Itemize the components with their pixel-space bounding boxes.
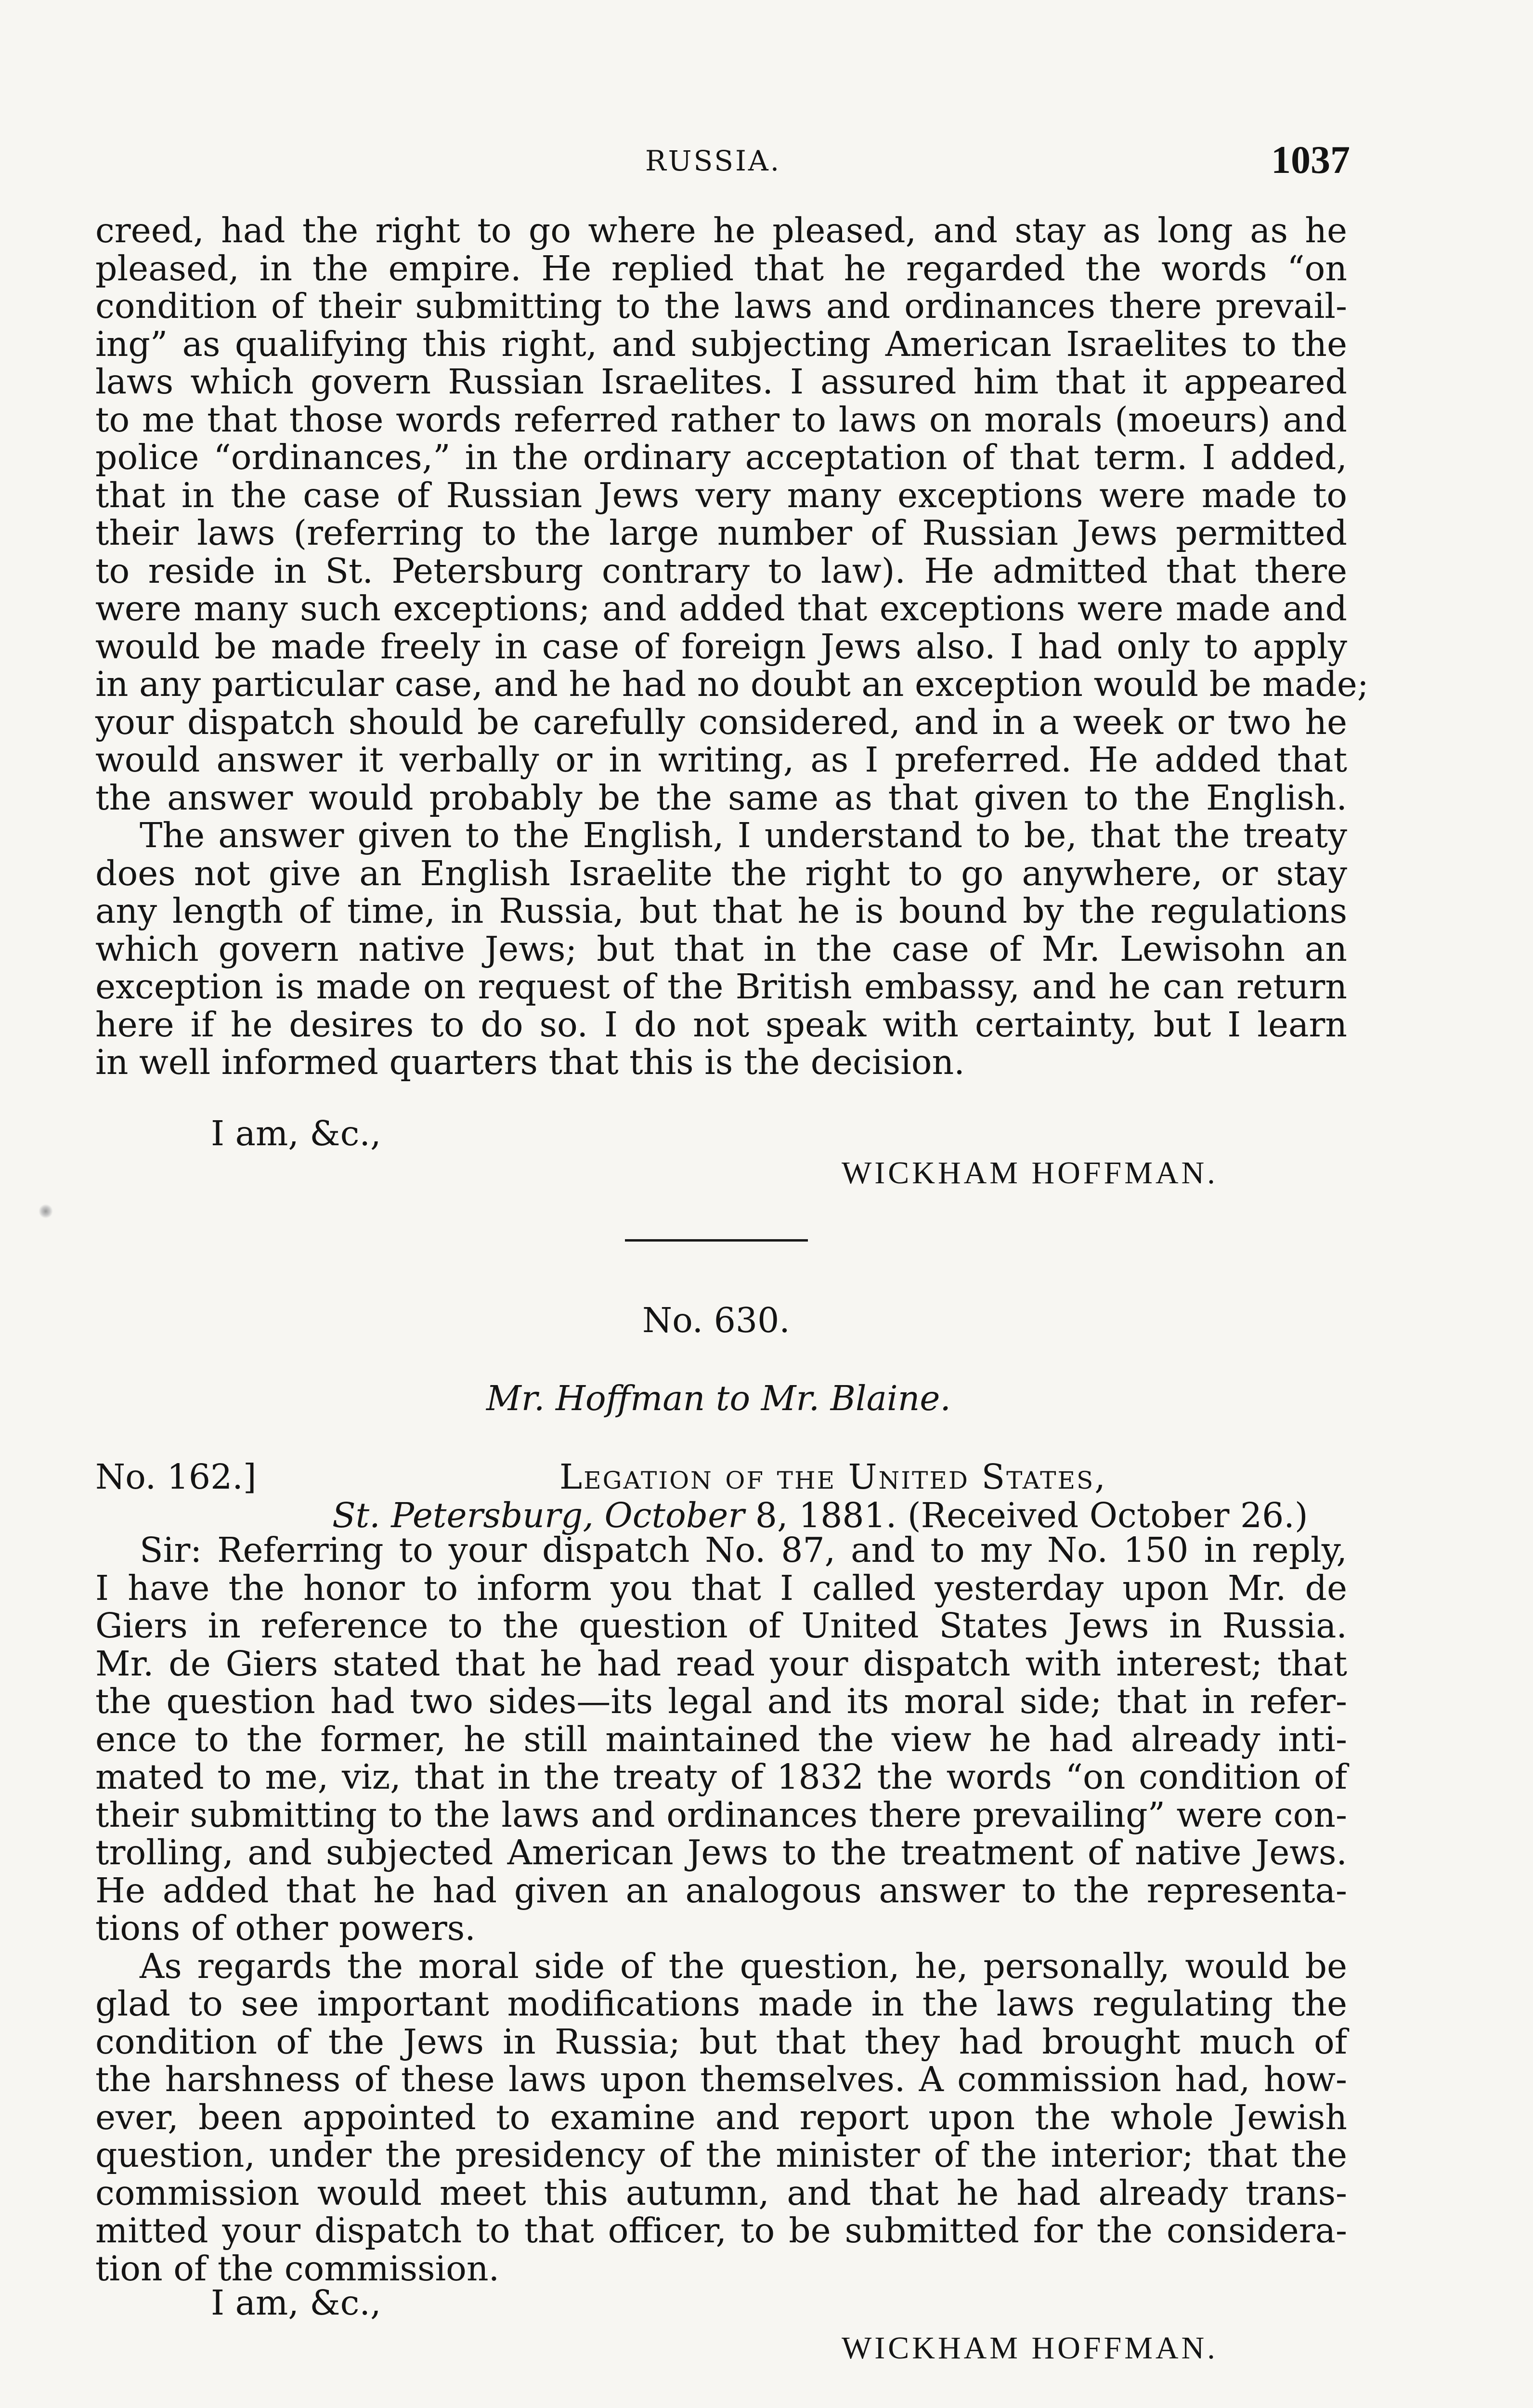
document-subtitle: Mr. Hoffman to Mr. Blaine. (486, 1378, 951, 1418)
text-line: tion of the commission. (95, 2248, 500, 2289)
text-line: ever, been appointed to examine and report upon the whole Jewish (95, 2097, 1347, 2137)
text-line: He added that he had given an analogous answer to the representa- (95, 1870, 1347, 1911)
closing-salutation: I am, &c., (211, 1113, 381, 1153)
text-line: their laws (referring to the large number of Russian Jews permitted (95, 513, 1347, 553)
text-line: Giers in reference to the question of United States Jews in Russia. (95, 1606, 1347, 1646)
text-line: trolling, and subjected American Jews to the treatment of native Jews. (95, 1832, 1347, 1872)
text-line: would be made freely in case of foreign Jews also. I had only to apply (95, 626, 1347, 667)
text-line: to reside in St. Petersburg contrary to law). He admitted that there (95, 550, 1347, 591)
document-number: No. 630. (642, 1300, 790, 1340)
text-line: would answer it verbally or in writing, as I preferred. He added that (95, 740, 1347, 780)
text-line: creed, had the right to go where he pleased, and stay as long as he (95, 210, 1347, 250)
text-line: ing” as qualifying this right, and subjecting American Israelites to the (95, 324, 1347, 364)
text-line: condition of their submitting to the laws and ordinances there prevail- (95, 286, 1347, 326)
text-line: to me that those words referred rather to laws on morals (moeurs) and (95, 399, 1347, 440)
received-date: (Received October 26.) (907, 1495, 1308, 1535)
closing-salutation: I am, &c., (211, 2283, 381, 2323)
text-line: pleased, in the empire. He replied that he regarded the words “on (95, 248, 1347, 288)
text-line: condition of the Jews in Russia; but that they had brought much of (95, 2021, 1347, 2062)
date-rest: 8, 1881. (744, 1495, 897, 1535)
text-line: does not give an English Israelite the right to go anywhere, or stay (95, 853, 1347, 893)
text-line: The answer given to the English, I understand to be, that the treaty (140, 815, 1347, 855)
text-line: glad to see important modifications made in the laws regulating the (95, 1984, 1347, 2024)
text-line: here if he desires to do so. I do not speak with certainty, but I learn (95, 1004, 1347, 1045)
text-line: were many such exceptions; and added that exceptions were made and (95, 589, 1347, 628)
text-line: exception is made on request of the British embassy, and he can return (95, 967, 1347, 1007)
section-divider (625, 1239, 808, 1242)
text-line: the question had two sides—its legal and its moral side; that in refer- (95, 1681, 1347, 1721)
text-line: commission would meet this autumn, and that he had already trans- (95, 2172, 1347, 2213)
text-line: As regards the moral side of the question, he, personally, would be (140, 1946, 1347, 1986)
signature: WICKHAM HOFFMAN. (842, 1155, 1218, 1191)
text-line: laws which govern Russian Israelites. I assured him that it appeared (95, 362, 1347, 402)
text-line: mitted your dispatch to that officer, to be submitted for the considera- (95, 2211, 1347, 2251)
text-line: the harshness of these laws upon themselves. A commission had, how- (95, 2059, 1347, 2099)
legation-heading: Legation of the United States, (559, 1457, 1107, 1497)
text-line: Sir: Referring to your dispatch No. 87, and to my No. 150 in reply, (140, 1530, 1347, 1570)
text-line: tions of other powers. (95, 1908, 476, 1948)
text-line: police “ordinances,” in the ordinary acceptation of that term. I added, (95, 437, 1347, 477)
signature: WICKHAM HOFFMAN. (842, 2330, 1218, 2366)
letter-630-body (95, 1531, 1347, 2288)
text-line: which govern native Jews; but that in the case of Mr. Lewisohn an (95, 929, 1347, 969)
place-date-line (332, 1495, 1308, 1535)
text-line: Mr. de Giers stated that he had read your dispatch with interest; that (95, 1643, 1347, 1684)
place-date: St. Petersburg, October (332, 1495, 745, 1535)
text-line: any length of time, in Russia, but that he is bound by the regulations (95, 891, 1347, 931)
text-line: ence to the former, he still maintained the view he had already inti- (95, 1719, 1347, 1759)
text-line: the answer would probably be the same as that given to the English. (95, 777, 1347, 818)
text-line: your dispatch should be carefully considered, and in a week or two he (95, 702, 1347, 742)
text-line: question, under the presidency of the minister of the interior; that the (95, 2135, 1347, 2175)
page-number: 1037 (1271, 138, 1350, 182)
text-line: I have the honor to inform you that I called yesterday upon Mr. de (95, 1568, 1347, 1608)
text-line: in any particular case, and he had no doubt an exception would be made; (95, 664, 1369, 704)
paper-speck (39, 1204, 53, 1218)
text-line: their submitting to the laws and ordinances there prevailing” were con- (95, 1794, 1347, 1835)
text-line: that in the case of Russian Jews very many exceptions were made to (95, 475, 1347, 515)
dispatch-reference-number: No. 162.] (95, 1457, 257, 1497)
letter-629-paragraph-1 (95, 210, 1369, 1082)
running-header: RUSSIA. (645, 144, 781, 177)
text-line: mated to me, viz, that in the treaty of 1832 the words “on condition of (95, 1757, 1347, 1797)
text-line: in well informed quarters that this is the decision. (95, 1042, 965, 1082)
